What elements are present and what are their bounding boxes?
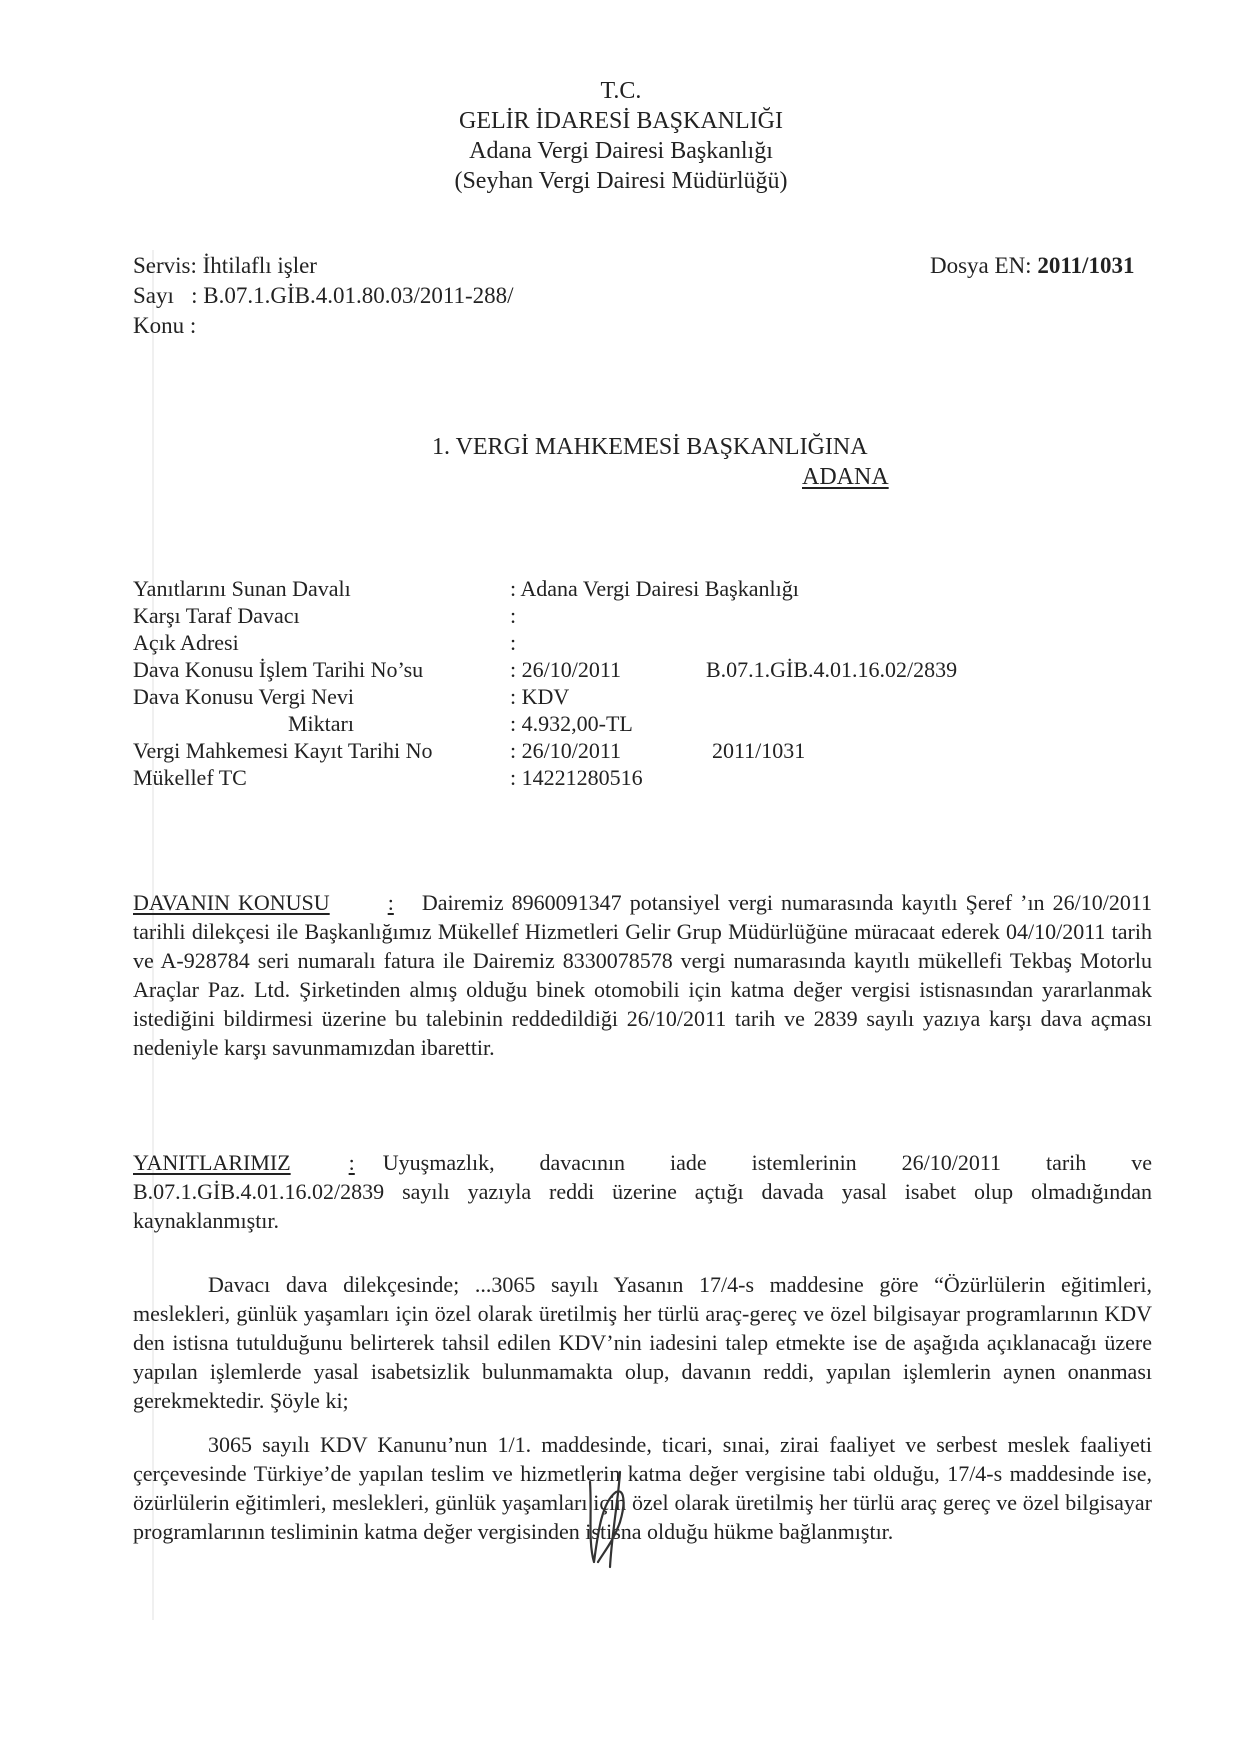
our-response-text: Uyuşmazlık, davacının iade istemlerinin 26/10/2011 tarih ve B.07.1.GİB.4.01.16.02/2839 sayılı yazıyla reddi üzerine açtığı davada yasal isabet olup olmadığından kaynaklanmıştır. bbox=[133, 1150, 1152, 1233]
field-extra-action-ref: B.07.1.GİB.4.01.16.02/2839 bbox=[706, 657, 958, 682]
field-label-tax-type: Dava Konusu Vergi Nevi bbox=[133, 684, 354, 709]
case-subject-heading: DAVANIN KONUSU bbox=[133, 890, 330, 915]
field-label-amount: Miktarı bbox=[288, 711, 354, 736]
header-office: (Seyhan Vergi Dairesi Müdürlüğü) bbox=[454, 168, 788, 194]
field-label-action-date: Dava Konusu İşlem Tarihi No’su bbox=[133, 657, 424, 682]
dosya-label: Dosya EN: bbox=[930, 253, 1038, 278]
field-label-taxpayer-tc: Mükellef TC bbox=[133, 765, 247, 790]
field-value-respondent: : Adana Vergi Dairesi Başkanlığı bbox=[510, 576, 799, 601]
field-value-address: : bbox=[510, 630, 517, 655]
dosya-number: 2011/1031 bbox=[1037, 253, 1135, 278]
field-value-court-registry: : 26/10/2011 bbox=[510, 738, 622, 763]
case-subject-colon: : bbox=[387, 890, 394, 915]
body-paragraph-2-text: 3065 sayılı KDV Kanunu’nun 1/1. maddesinde, ticari, sınai, zirai faaliyet ve serbest meslek faaliyeti çerçevesinde Türkiye’de yapılan teslim ve hizmetlerin katma değer vergisine tabi olduğu, 17/4-s maddesinde ise, özürlülerin eğitimleri, meslekleri, günlük yaşamları için özel olarak üretilmiş her türlü araç gereç ve özel bilgisayar programlarının tesliminin katma değer vergisinden istisna olduğu hükme bağlanmıştır. bbox=[133, 1432, 1152, 1544]
our-response-heading: YANITLARIMIZ bbox=[133, 1150, 291, 1175]
field-label-address: Açık Adresi bbox=[133, 630, 239, 655]
handwritten-initial-signature bbox=[580, 1462, 640, 1572]
our-response-section bbox=[133, 1148, 1152, 1235]
servis-line: Servis: İhtilaflı işler bbox=[133, 253, 317, 278]
header-department: Adana Vergi Dairesi Başkanlığı bbox=[469, 138, 773, 164]
body-paragraph-1-text: Davacı dava dilekçesinde; ...3065 sayılı Yasanın 17/4-s maddesine göre “Özürlülerin eğitimleri, meslekleri, günlük yaşamları için özel olarak üretilmiş her türlü araç-gereç ve özel bilgisayar programlarının KDV den istisna tutulduğunu belirterek tahsil edilen KDV’nin iadesini talep etmekte ise de aşağıda açıklanacağı üzere yapılan işlemlerde yasal isabetsizlik bulunmamakta olup, davanın reddi, yapılan işlemlerin aynen onanması gerekmektedir. Şöyle ki; bbox=[133, 1272, 1152, 1413]
field-label-court-registry: Vergi Mahkemesi Kayıt Tarihi No bbox=[133, 738, 433, 763]
addressee-city: ADANA bbox=[802, 464, 889, 490]
field-value-taxpayer-tc: : 14221280516 bbox=[510, 765, 643, 790]
body-paragraph-1 bbox=[133, 1270, 1152, 1415]
field-label-plaintiff: Karşı Taraf Davacı bbox=[133, 603, 300, 628]
sayi-line: Sayı : B.07.1.GİB.4.01.80.03/2011-288/ bbox=[133, 283, 514, 308]
our-response-colon: : bbox=[348, 1150, 355, 1175]
case-subject-section bbox=[133, 888, 1152, 1062]
field-value-action-date: : 26/10/2011 bbox=[510, 657, 622, 682]
body-paragraph-2 bbox=[133, 1430, 1152, 1546]
case-subject-text: Dairemiz 8960091347 potansiyel vergi numarasında kayıtlı Şeref ’ın 26/10/2011 tarihli dilekçesi ile Başkanlığımız Mükellef Hizmetleri Gelir Grup Müdürlüğüne müracaat ederek 04/10/2011 tarih ve A-928784 seri numaralı fatura ile Dairemiz 8330078578 vergi numarasında kayıtlı mükellefi Tekbaş Motorlu Araçlar Paz. Ltd. Şirketinden almış olduğu binek otomobili için katma değer vergisi istisnasından yararlanmak istediğini bildirmesi üzerine bu talebinin reddedildiği 26/10/2011 tarih ve 2839 sayılı yazıya karşı dava açması nedeniyle karşı savunmamızdan ibarettir. bbox=[133, 890, 1152, 1060]
header-tc: T.C. bbox=[600, 78, 642, 104]
konu-line: Konu : bbox=[133, 313, 197, 338]
field-value-tax-type: : KDV bbox=[510, 684, 570, 709]
field-extra-court-ref: 2011/1031 bbox=[712, 738, 806, 763]
addressee-court: 1. VERGİ MAHKEMESİ BAŞKANLIĞINA bbox=[432, 434, 868, 460]
field-label-respondent: Yanıtlarını Sunan Davalı bbox=[133, 576, 351, 601]
field-value-amount: : 4.932,00-TL bbox=[510, 711, 633, 736]
header-institution: GELİR İDARESİ BAŞKANLIĞI bbox=[459, 108, 783, 134]
dosya-en bbox=[930, 253, 1134, 279]
field-value-plaintiff: : bbox=[510, 603, 517, 628]
